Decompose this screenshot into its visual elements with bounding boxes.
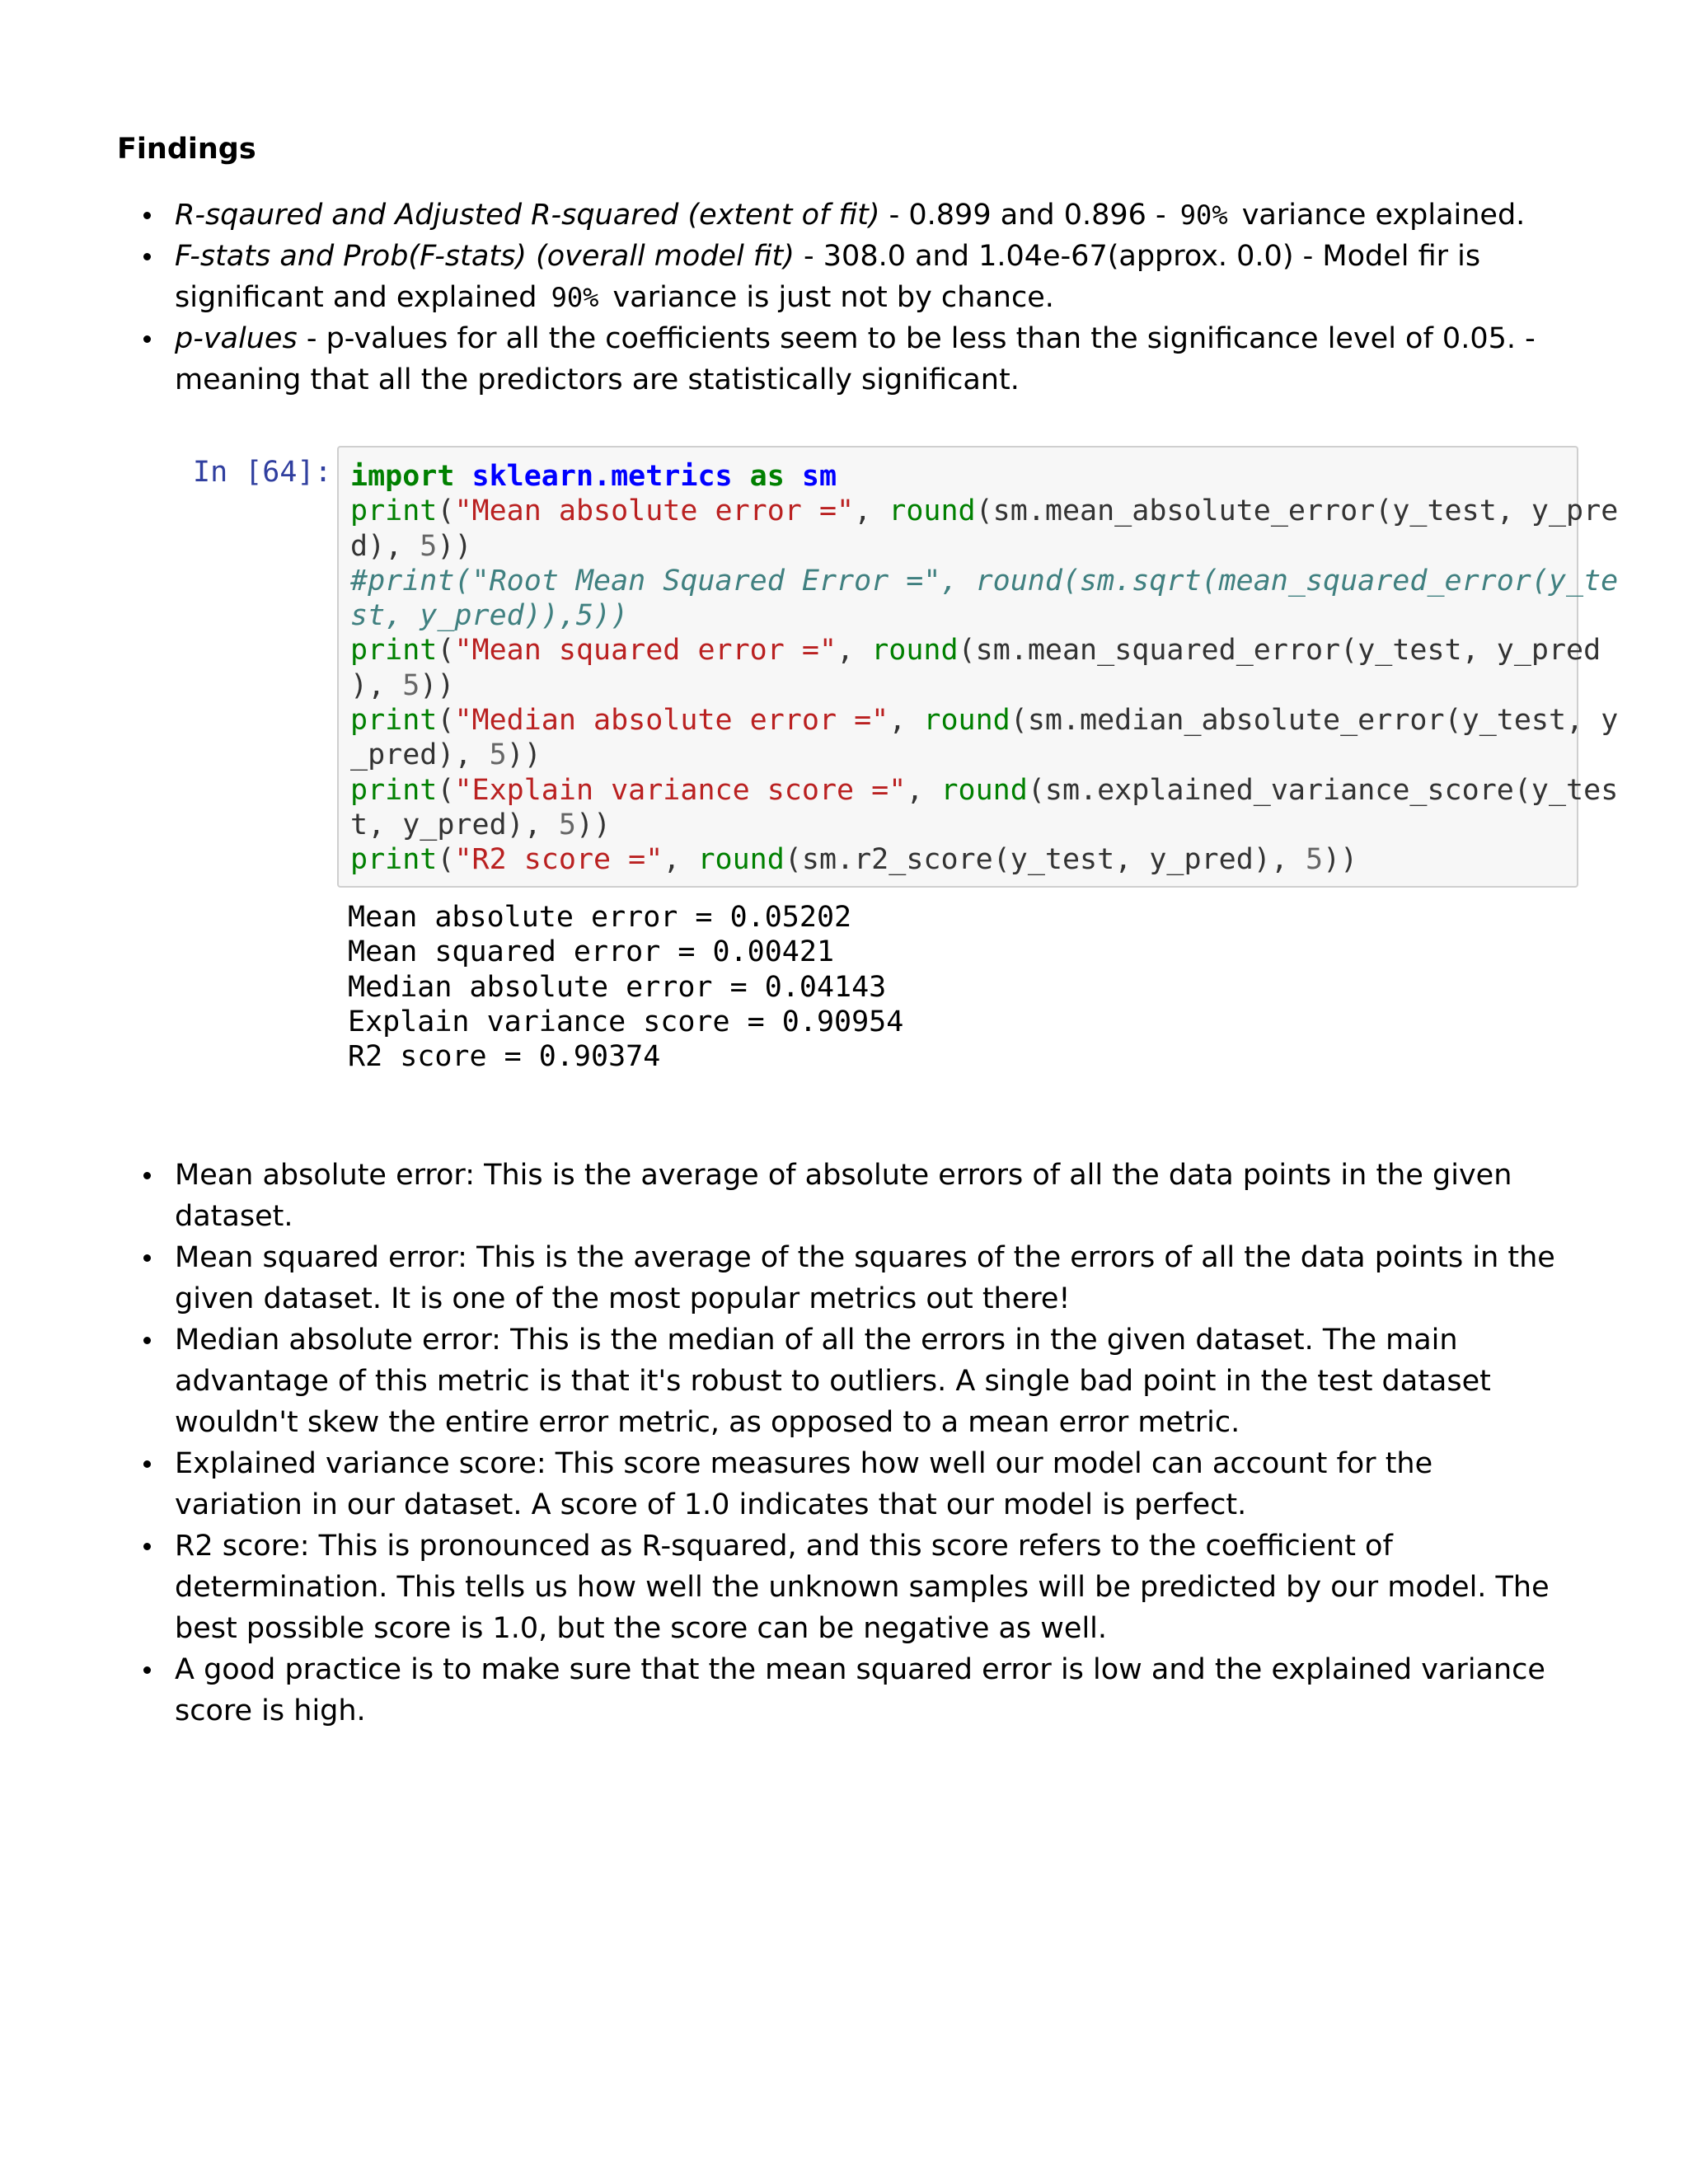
metrics-item: Mean absolute error: This is the average of absolute errors of all the data points in the given dataset. — [175, 1155, 1568, 1237]
string-literal: "R2 score =" — [454, 843, 663, 877]
output-line: Mean absolute error = 0.05202 — [348, 901, 852, 934]
number-literal: 5 — [420, 529, 438, 563]
module-name: sklearn.metrics — [471, 460, 733, 493]
string-literal: "Mean absolute error =" — [454, 494, 855, 528]
code-token: )) — [437, 529, 472, 563]
builtin: round — [940, 773, 1028, 807]
cell-output — [348, 900, 903, 1074]
code-token: (sm.r2_score(y_test, y_pred), — [784, 843, 1306, 877]
output-line: Median absolute error = 0.04143 — [348, 970, 887, 1004]
code-token: ( — [437, 843, 455, 877]
findings-term: p-values — [175, 322, 298, 355]
number-literal: 5 — [558, 808, 576, 841]
string-literal: "Explain variance score =" — [454, 773, 907, 807]
builtin: round — [697, 843, 785, 877]
string-literal: "Mean squared error =" — [454, 634, 837, 668]
code-token: (sm.median_absolute_error(y_test, y — [1010, 704, 1619, 738]
code-token: ( — [437, 704, 455, 738]
keyword: as — [749, 460, 785, 493]
code-token: )) — [420, 668, 455, 702]
module-alias: sm — [801, 460, 837, 493]
findings-item-fit — [175, 194, 1568, 236]
code-token: , — [663, 843, 698, 877]
findings-text: variance is just not by chance. — [603, 281, 1054, 314]
code-token: ), — [350, 668, 403, 702]
input-prompt: In [64]: — [193, 456, 332, 489]
findings-item-fstats — [175, 236, 1568, 318]
metrics-item: R2 score: This is pronounced as R-squared, and this score refers to the coefficient of determination. This tells us how well the unknown samples will be predicted by our model. The best possible score is 1.0, but the score can be negative as well. — [175, 1526, 1568, 1649]
builtin: print — [350, 843, 438, 877]
number-literal: 5 — [1305, 843, 1324, 877]
code-text — [350, 459, 1618, 878]
builtin: print — [350, 494, 438, 528]
findings-term: F-stats and Prob(F-stats) (overall model fit) — [175, 240, 795, 273]
findings-list — [117, 194, 1568, 401]
findings-markdown-cell — [117, 124, 1568, 401]
output-line: Mean squared error = 0.00421 — [348, 935, 835, 969]
findings-text: - 308.0 and 1.04e-67(approx. 0.0) - Model fir is significant and explained — [175, 240, 1481, 314]
builtin: print — [350, 704, 438, 738]
metrics-markdown-cell — [117, 1155, 1568, 1732]
metrics-item: Mean squared error: This is the average of the squares of the errors of all the data points in the given dataset. It is one of the most popular metrics out there! — [175, 1237, 1568, 1319]
code-token: ( — [437, 634, 455, 668]
code-token: )) — [1323, 843, 1358, 877]
code-input-area[interactable] — [337, 446, 1619, 888]
code-token: , — [854, 494, 889, 528]
code-token: _pred), — [350, 738, 490, 772]
code-token: , — [837, 634, 872, 668]
output-line: Explain variance score = 0.90954 — [348, 1005, 904, 1038]
builtin: print — [350, 773, 438, 807]
code-token: t, y_pred), — [350, 808, 559, 841]
inline-code: 90% — [551, 282, 599, 313]
builtin: round — [871, 634, 959, 668]
builtin: round — [923, 704, 1010, 738]
keyword: import — [350, 460, 455, 493]
code-token: (sm.mean_squared_error(y_test, y_pred — [958, 634, 1601, 668]
code-comment: #print("Root Mean Squared Error =", round(sm.sqrt(mean_squared_error(y_te — [350, 564, 1619, 598]
code-token: (sm.explained_variance_score(y_tes — [1027, 773, 1619, 807]
code-token: (sm.mean_absolute_error(y_test, y_pre — [975, 494, 1619, 528]
number-literal: 5 — [402, 668, 420, 702]
string-literal: "Median absolute error =" — [454, 704, 889, 738]
metrics-item: A good practice is to make sure that the mean squared error is low and the explained variance score is high. — [175, 1649, 1568, 1732]
builtin: round — [889, 494, 976, 528]
code-token: )) — [506, 738, 542, 772]
findings-text: - 0.899 and 0.896 - — [879, 199, 1175, 232]
findings-item-pvalues — [175, 318, 1568, 401]
code-token: , — [889, 704, 924, 738]
findings-term: R-sqaured and Adjusted R-squared (extent of fit) — [175, 199, 880, 232]
findings-heading: Findings — [117, 133, 256, 166]
metrics-item: Median absolute error: This is the median of all the errors in the given dataset. The main advantage of this metric is that it's robust to outliers. A single bad point in the test dataset wouldn't skew the entire error metric, as opposed to a mean error metric. — [175, 1319, 1568, 1443]
code-token: )) — [575, 808, 612, 841]
code-token: ( — [437, 494, 455, 528]
findings-text: - p-values for all the coefficients seem to be less than the significance level of 0.05. - meaning that all the predictors are statistically significant. — [175, 322, 1536, 396]
metrics-list — [117, 1155, 1568, 1732]
metrics-item: Explained variance score: This score measures how well our model can account for the variation in our dataset. A score of 1.0 indicates that our model is perfect. — [175, 1443, 1568, 1526]
inline-code: 90% — [1179, 199, 1228, 231]
builtin: print — [350, 634, 438, 668]
number-literal: 5 — [489, 738, 507, 772]
code-token: ( — [437, 773, 455, 807]
output-line: R2 score = 0.90374 — [348, 1040, 661, 1074]
code-comment: st, y_pred)),5)) — [350, 599, 629, 633]
code-token: , — [906, 773, 941, 807]
code-token: d), — [350, 529, 420, 563]
findings-text: variance explained. — [1232, 199, 1526, 232]
